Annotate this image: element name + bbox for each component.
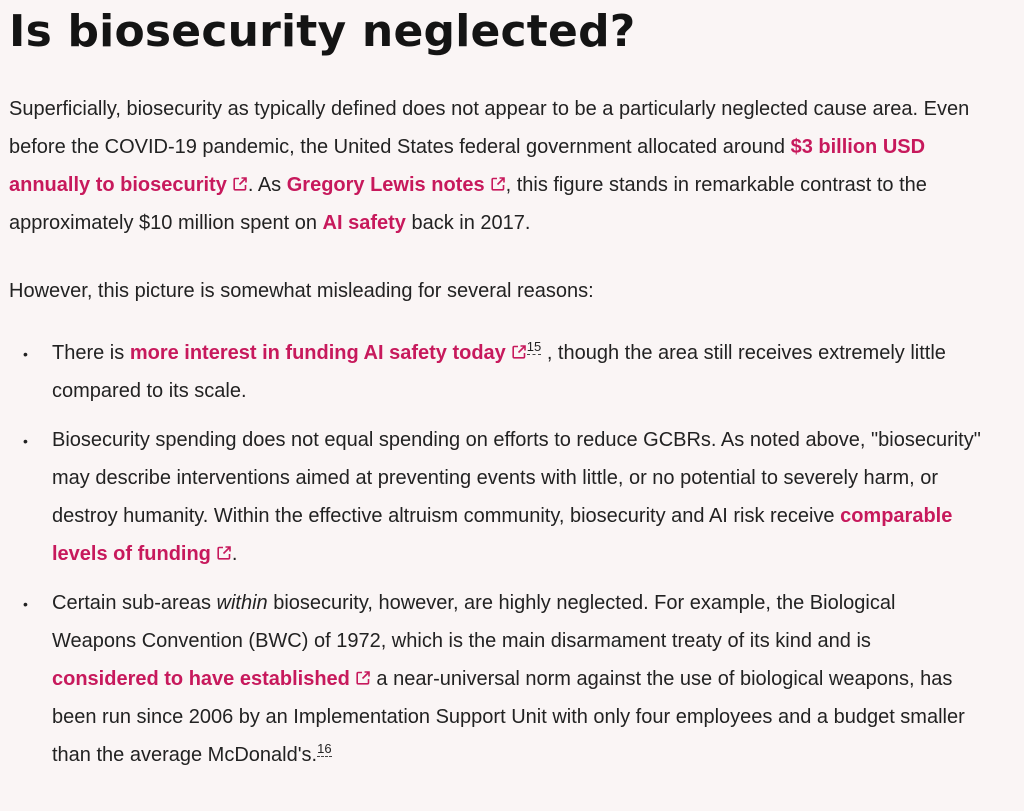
link-considered-established-label: considered to have established	[52, 668, 350, 690]
list-text: .	[231, 543, 238, 565]
intro-text-3: , this figure stands in remarkable contrast to the approximately $10 million spent on	[9, 174, 927, 234]
emphasis-text: within	[216, 592, 268, 614]
link-ai-safety-interest-label: more interest in funding AI safety today	[129, 342, 506, 364]
intro-text-4: back in 2017.	[405, 212, 531, 234]
intro-text-1: Superficially, biosecurity as typically defined does not appear to be a particularly neglected cause area. Even before the COVID-19 pandemic, the United States federal government allocated around	[9, 98, 970, 158]
bullet-marker: •	[23, 596, 28, 612]
external-link-icon	[511, 344, 527, 360]
list-text: There is	[52, 342, 130, 364]
list-text: Biosecurity spending does not equal spending on efforts to reduce GCBRs. As noted above, "biosecurity" may describe interventions aimed at preventing events with little, or no potential to severely harm, or destroy humanity. Within the effective altruism community, biosecurity and AI risk receive	[52, 429, 981, 527]
external-link-icon	[490, 176, 506, 192]
link-ai-safety-interest[interactable]	[130, 342, 527, 364]
list-item	[9, 334, 982, 410]
link-comparable-funding-label: comparable levels of funding	[52, 505, 953, 565]
intro-text-2: . As	[247, 174, 287, 196]
reasons-list	[9, 334, 1010, 774]
external-link-icon	[232, 176, 248, 192]
bullet-marker: •	[23, 433, 28, 449]
list-text: , though the area still receives extremely little compared to its scale.	[52, 342, 946, 402]
link-considered-established[interactable]	[52, 668, 371, 690]
list-text: Certain sub-areas	[52, 592, 217, 614]
footnote-ref[interactable]: 16	[317, 741, 332, 756]
footnote-ref[interactable]: 15	[526, 339, 542, 354]
intro-paragraph	[9, 90, 999, 242]
list-item	[9, 584, 982, 774]
link-gregory-lewis-label: Gregory Lewis notes	[286, 174, 485, 196]
link-gregory-lewis[interactable]	[287, 174, 506, 196]
list-text: biosecurity, however, are highly neglected. For example, the Biological Weapons Convention (BWC) of 1972, which is the main disarmament treaty of its kind and is	[52, 592, 896, 652]
list-item	[9, 421, 982, 573]
page-title: Is biosecurity neglected?	[9, 6, 636, 57]
external-link-icon	[216, 545, 232, 561]
reasons-intro-paragraph: However, this picture is somewhat misleading for several reasons:	[9, 280, 594, 302]
bullet-marker: •	[23, 346, 28, 362]
link-ai-safety[interactable]: AI safety	[322, 212, 406, 234]
external-link-icon	[355, 670, 371, 686]
list-text: a near-universal norm against the use of biological weapons, has been run since 2006 by an Implementation Support Unit with only four employees and a budget smaller than the average McDonald's.	[52, 668, 965, 766]
link-biosecurity-funding-label: $3 billion USD annually to biosecurity	[9, 136, 926, 196]
